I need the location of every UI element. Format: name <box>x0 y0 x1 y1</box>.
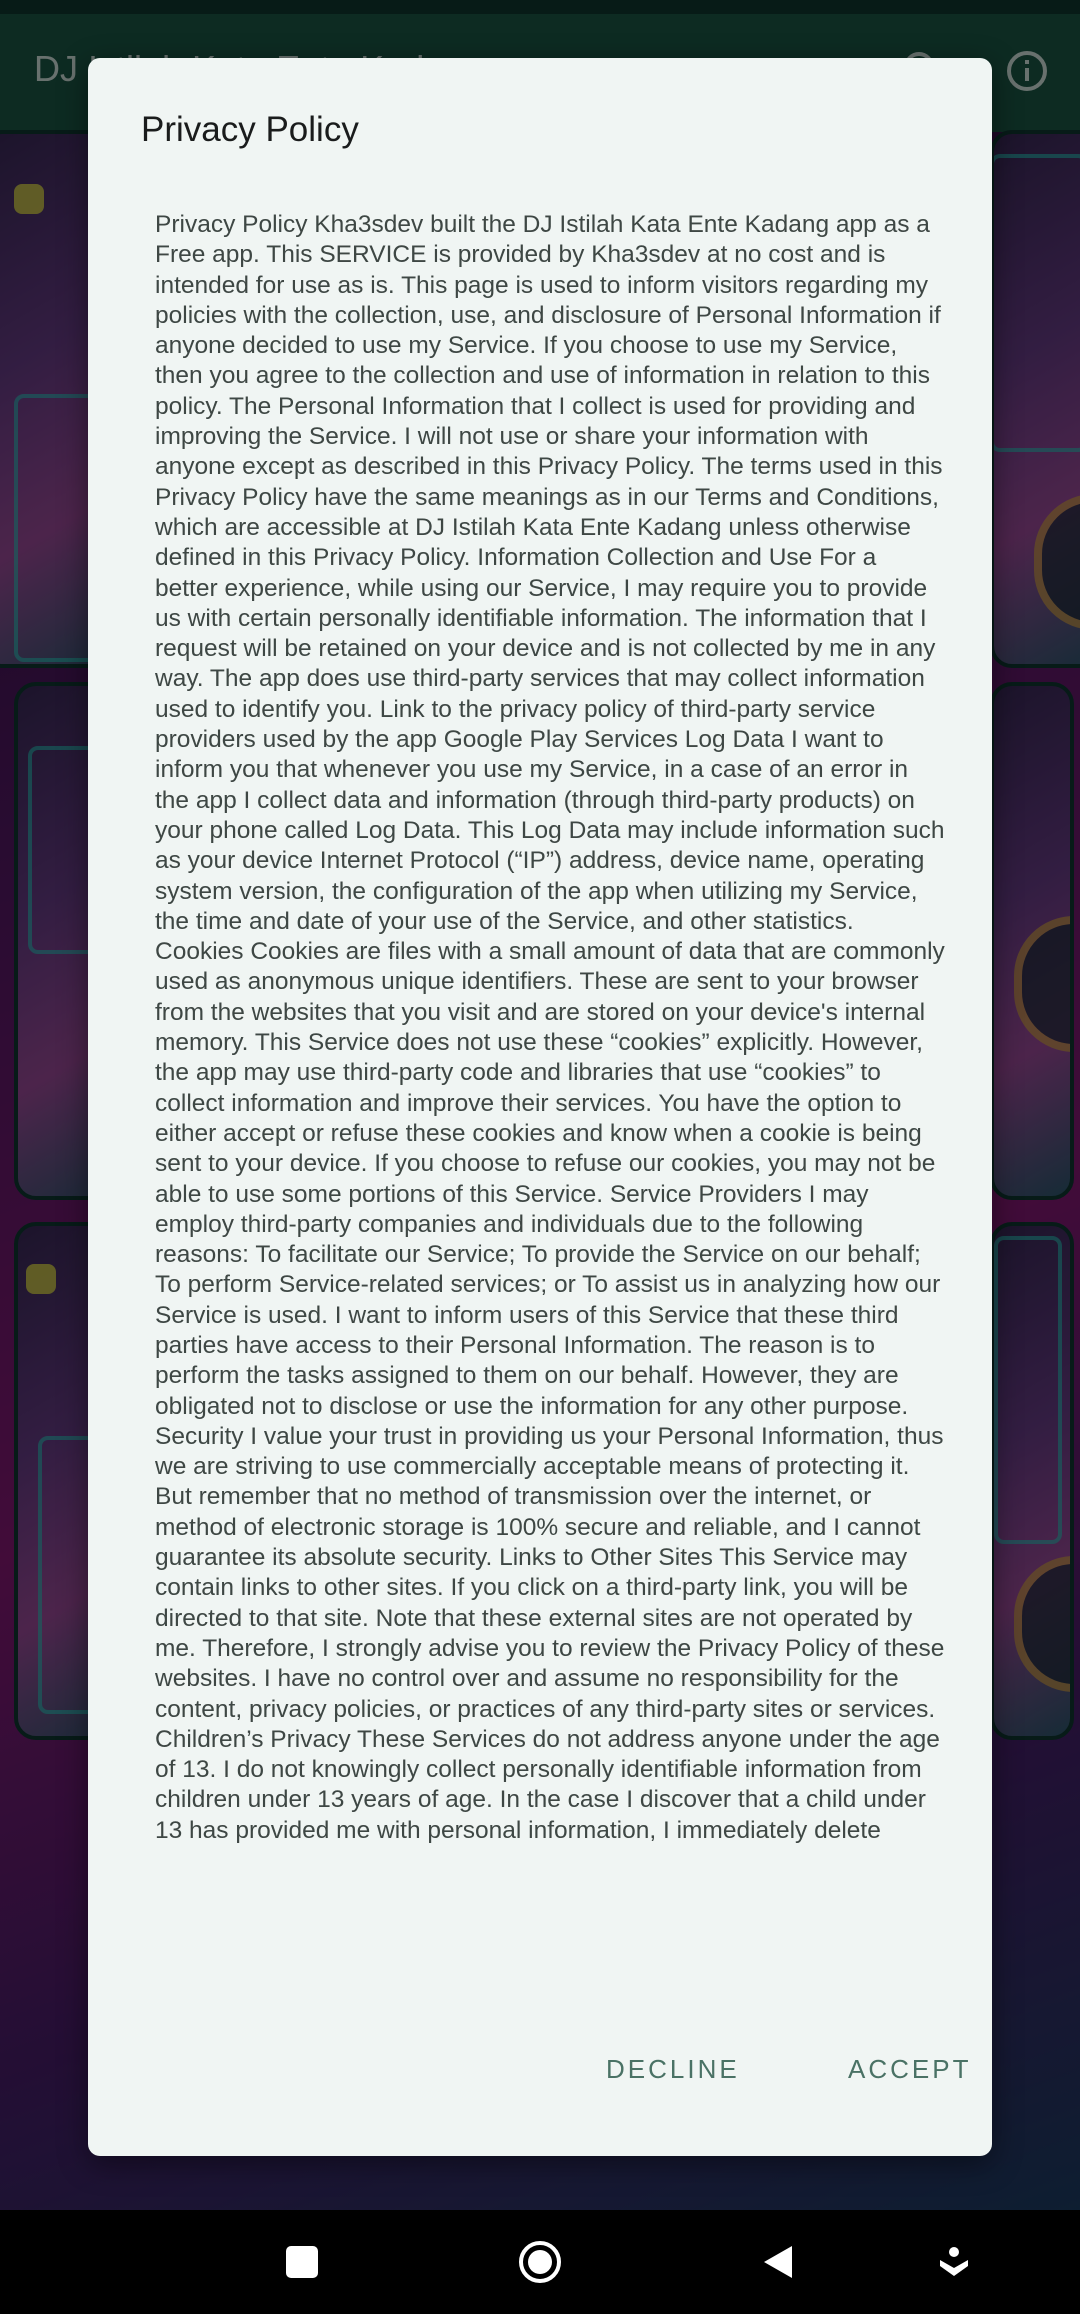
privacy-policy-text[interactable]: Privacy Policy Kha3sdev built the DJ Istilah Kata Ente Kadang app as a Free app. This SERVICE is provided by Kha3sdev at no cost and is intended for use as is. This page is used to inform visitors regarding my policies with the collection, use, and disclosure of Personal Information if anyone decided to use my Service. If you choose to use my Service, then you agree to the collection and use of information in relation to this policy. The Personal Information that I collect is used for providing and improving the Service. I will not use or share your information with anyone except as described in this Privacy Policy. The terms used in this Privacy Policy have the same meanings as in our Terms and Conditions, which are accessible at DJ Istilah Kata Ente Kadang unless otherwise defined in this Privacy Policy. Information Collection and Use For a better experience, while using our Service, I may require you to provide us with certain personally identifiable information. The information that I request will be retained on your device and is not collected by me in any way. The app does use third-party services that may collect information used to identify you. Link to the privacy policy of third-party service providers used by the app Google Play Services Log Data I want to inform you that whenever you use my Service, in a case of an error in the app I collect data and information (through third-party products) on your phone called Log Data. This Log Data may include information such as your device Internet Protocol (“IP”) address, device name, operating system version, the configuration of the app when utilizing my Service, the time and date of your use of the Service, and other statistics. Cookies Cookies are files with a small amount of data that are commonly used as anonymous unique identifiers. These are sent to your browser from the websites that you visit and are stored on your device's internal memory. This Service does not use these “cookies” explicitly. However, the app may use third-party code and libraries that use “cookies” to collect information and improve their services. You have the option to either accept or refuse these cookies and know when a cookie is being sent to your device. If you choose to refuse our cookies, you may not be able to use some portions of this Service. Service Providers I may employ third-party companies and individuals due to the following reasons: To facilitate our Service; To provide the Service on our behalf; To perform Service-related services; or To assist us in analyzing how our Service is used. I want to inform users of this Service that these third parties have access to their Personal Information. The reason is to perform the tasks assigned to them on our behalf. However, they are obligated not to disclose or use the information for any other purpose. Security I value your trust in providing us your Personal Information, thus we are striving to use commercially acceptable means of protecting it. But remember that no method of transmission over the internet, or method of electronic storage is 100% secure and reliable, and I cannot guarantee its absolute security. Links to Other Sites This Service may contain links to other sites. If you click on a third-party link, you will be directed to that site. Note that these external sites are not operated by me. Therefore, I strongly advise you to review the Privacy Policy of these websites. I have no control over and assume no responsibility for the content, privacy policies, or practices of any third-party sites or services. Children’s Privacy These Services do not address anyone under the age of 13. I do not knowingly collect personally identifiable information from children under 13 years of age. In the case I discover that a child under 13 has provided me with personal information, I immediately delete <box>155 211 945 1844</box>
accept-button[interactable]: ACCEPT <box>848 2054 972 2084</box>
home-icon[interactable] <box>510 2232 570 2292</box>
back-icon[interactable] <box>748 2232 808 2292</box>
recents-icon[interactable] <box>272 2232 332 2292</box>
dialog-actions <box>88 2054 992 2104</box>
decline-button[interactable]: DECLINE <box>606 2054 740 2084</box>
privacy-policy-dialog <box>88 58 992 2156</box>
dialog-title: Privacy Policy <box>141 110 359 149</box>
navigation-bar <box>0 2210 1080 2314</box>
assistant-icon[interactable] <box>924 2232 984 2292</box>
